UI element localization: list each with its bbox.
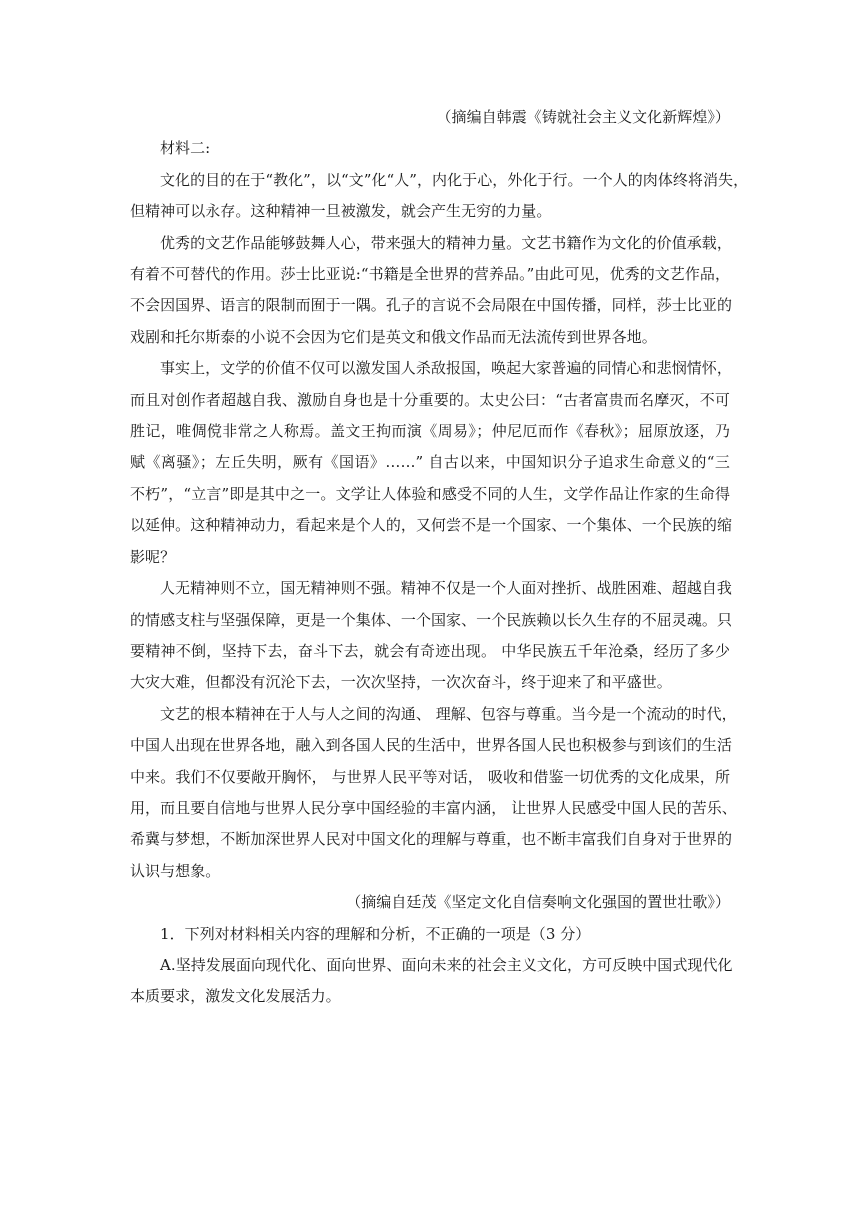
paragraph-line: 中国人出现在世界各地，融入到各国人民的生活中，世界各国人民也积极参与到该们的生活 (130, 736, 733, 755)
paragraph-line: 认识与想象。 (130, 861, 221, 880)
option-a (130, 950, 733, 1013)
paragraph-line: 但精神可以永存。这种精神一旦被激发，就会产生无穷的力量。 (130, 202, 552, 221)
paragraph-line: 有着不可替代的作用。莎士比亚说:“书籍是全世界的营养品。”由此可见，优秀的文艺作品， (130, 265, 730, 284)
paragraph-line: 事实上，文学的价值不仅可以激发国人杀敌报国，唤起大家普遍的同情心和悲悯情怀， (160, 359, 732, 378)
paragraph-line: 胜记，唯倜傥非常之人称焉。盖文王拘而演《周易》；仲尼厄而作《春秋》；屈原放逐，乃 (130, 422, 730, 441)
paragraph-line: 人无精神则不立，国无精神则不强。精神不仅是一个人面对挫折、战胜困难、超越自我 (160, 579, 732, 598)
paragraph-2 (130, 228, 733, 354)
paragraph-line: 戏剧和托尔斯泰的小说不会因为它们是英文和俄文作品而无法流传到世界各地。 (130, 327, 657, 346)
paragraph-line: 的情感支柱与坚强保障，更是一个集体、一个国家、一个民族赖以长久生存的不屈灵魂。只 (130, 610, 733, 629)
paragraph-5 (130, 699, 737, 887)
paragraph-line: 大灾大难，但都没有沉沦下去，一次次坚持，一次次奋斗，终于迎来了和平盛世。 (130, 673, 672, 692)
paragraph-line: 文艺的根本精神在于人与人之间的沟通、 理解、包容与尊重。当今是一个流动的时代， (160, 704, 737, 723)
paragraph-line: 中来。我们不仅要敞开胸怀， 与世界人民平等对话， 吸收和借鉴一切优秀的文化成果，所 (130, 767, 730, 786)
source-citation-1: （摘编自韩震《铸就社会主义文化新辉煌》） (436, 108, 730, 126)
paragraph-line: 影呢？ (130, 547, 176, 566)
option-line: 本质要求，激发文化发展活力。 (130, 987, 341, 1006)
paragraph-line: 赋《离骚》；左丘失明，厥有《国语》……” 自古以来，中国知识分子追求生命意义的“三 (130, 453, 730, 472)
paragraph-3 (130, 353, 733, 573)
paragraph-1 (130, 165, 749, 228)
paragraph-line: 文化的目的在于“教化”，以“文”化“人”，内化于心，外化于行。一个人的肉体终将消失， (160, 170, 749, 189)
option-line: A.坚持发展面向现代化、面向世界、面向未来的社会主义文化，方可反映中国式现代化 (160, 955, 733, 974)
paragraph-line: 用，而且要自信地与世界人民分享中国经验的丰富内涵， 让世界人民感受中国人民的苦乐、 (130, 798, 737, 817)
paragraph-line: 希冀与梦想，不断加深世界人民对中国文化的理解与尊重，也不断丰富我们自身对于世界的 (130, 830, 733, 849)
section-heading-material-2: 材料二: (160, 139, 211, 158)
paragraph-line: 要精神不倒，坚持下去，奋斗下去，就会有奇迹出现。 中华民族五千年沧桑，经历了多少 (130, 641, 730, 660)
source-citation-2: （摘编自廷茂《坚定文化自信奏响文化强国的置世壮歌》） (346, 893, 730, 912)
paragraph-line: 不朽”，“立言”即是其中之一。文学让人体验和感受不同的人生，文学作品让作家的生命得 (130, 484, 730, 503)
paragraph-line: 不会因国界、语言的限制而囿于一隅。孔子的言说不会局限在中国传播，同样，莎士比亚的 (130, 296, 733, 315)
paragraph-line: 而且对创作者超越自我、激励自身也是十分重要的。太史公曰：“古者富贵而名摩灭，不可 (130, 390, 730, 409)
question-1: 1．下列对材料相关内容的理解和分析，不正确的一项是（3 分） (160, 924, 591, 943)
paragraph-line: 以延伸。这种精神动力，看起来是个人的，又何尝不是一个国家、一个集体、一个民族的缩 (130, 516, 733, 535)
paragraph-line: 优秀的文艺作品能够鼓舞人心，带来强大的精神力量。文艺书籍作为文化的价值承载， (160, 233, 732, 252)
document-page (130, 102, 749, 1013)
paragraph-4 (130, 573, 733, 699)
